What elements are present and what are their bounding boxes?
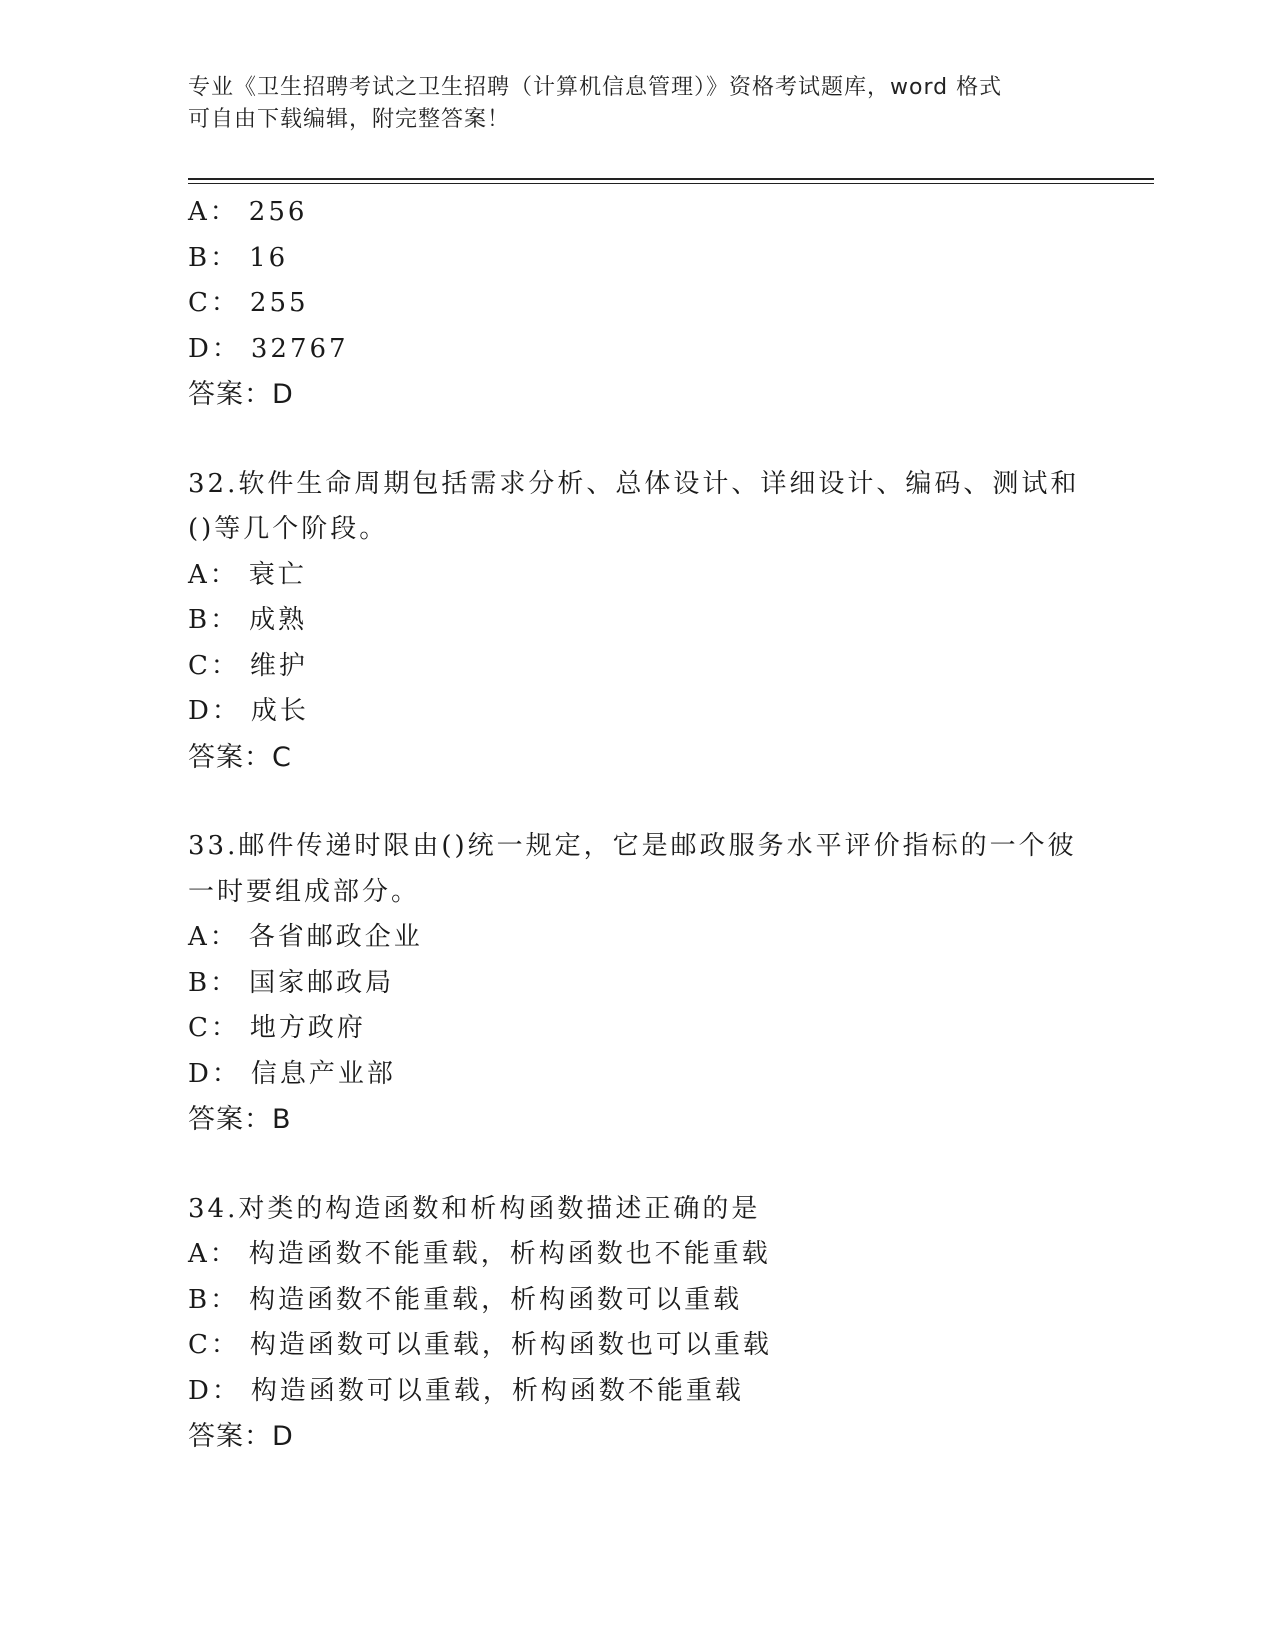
answer-line: 答案：C [188, 741, 292, 773]
option-d: D： 成长 [188, 696, 309, 726]
option-d: D： 32767 [188, 333, 349, 364]
question-stem-line-1: 33.邮件传递时限由()统一规定，它是邮政服务水平评价指标的一个彼 [188, 831, 1077, 861]
header-line-1: 专业《卫生招聘考试之卫生招聘（计算机信息管理）》资格考试题库，word 格式 [188, 75, 1003, 100]
option-a: A： 衰亡 [188, 559, 307, 590]
question-stem-line-2: 一时要组成部分。 [188, 876, 421, 907]
option-b: B： 构造函数不能重载，析构函数可以重载 [188, 1284, 743, 1315]
option-c: C： 维护 [188, 650, 308, 681]
answer-line: 答案：D [188, 1421, 294, 1452]
question-34 [188, 1187, 1088, 1460]
answer-line: 答案：B [188, 1104, 292, 1135]
option-b: B： 国家邮政局 [188, 967, 395, 998]
question-31 [188, 190, 1088, 418]
document-header [188, 72, 1068, 136]
option-b: B： 成熟 [188, 605, 308, 635]
answer-line: 答案：D [188, 379, 294, 410]
option-c: C： 构造函数可以重载，析构函数也可以重载 [188, 1330, 772, 1360]
question-stem-line-2: ()等几个阶段。 [188, 514, 389, 544]
question-32 [188, 462, 1088, 781]
question-stem-line-1: 32.软件生命周期包括需求分析、总体设计、详细设计、编码、测试和 [188, 468, 1080, 499]
option-c: C： 255 [188, 288, 309, 318]
header-rule-thin [188, 183, 1154, 184]
option-c: C： 地方政府 [188, 1013, 366, 1043]
question-stem-line-1: 34.对类的构造函数和析构函数描述正确的是 [188, 1193, 761, 1224]
question-list [188, 190, 1088, 1460]
header-line-2: 可自由下载编辑，附完整答案！ [188, 107, 511, 132]
option-a: A： 构造函数不能重载，析构函数也不能重载 [188, 1239, 771, 1269]
option-d: D： 构造函数可以重载，析构函数不能重载 [188, 1375, 744, 1406]
question-33 [188, 824, 1088, 1143]
header-rule-thick [188, 178, 1154, 180]
option-a: A： 256 [188, 197, 308, 227]
option-b: B： 16 [188, 242, 289, 273]
option-a: A： 各省邮政企业 [188, 922, 423, 952]
option-d: D： 信息产业部 [188, 1058, 396, 1089]
